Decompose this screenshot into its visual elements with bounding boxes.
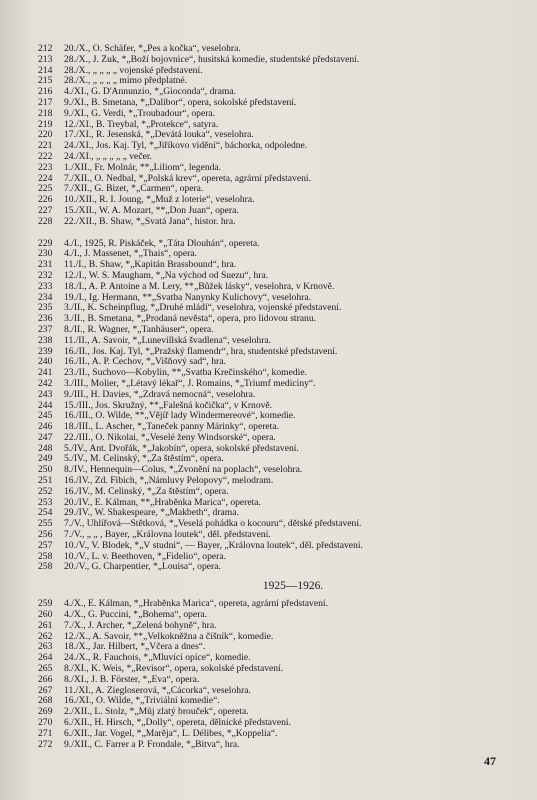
- entry-row: [38, 87, 508, 98]
- entry-row: [38, 293, 508, 304]
- entry-text: 18./III., L. Ascher, *„Taneček panny Márinky“, opereta.: [64, 422, 279, 433]
- entry-row: [38, 552, 508, 563]
- entry-number: 223: [38, 161, 53, 173]
- entry-row: [38, 686, 508, 697]
- entry-row: [38, 541, 508, 552]
- entries-1925: [38, 239, 508, 574]
- entry-number: 228: [38, 215, 53, 227]
- entry-text: 16./III., O. Wilde, **„Vějíř lady Windermereové“, komedie.: [64, 411, 296, 422]
- entry-number: 231: [38, 259, 53, 271]
- entry-text: 12./I., W. S. Maugham, *„Na východ od Suezu“, hra.: [64, 270, 269, 281]
- entry-text: 28./X., „ „ „ „ mimo předplatné.: [64, 76, 188, 87]
- entry-row: [38, 411, 508, 422]
- entry-row: [38, 487, 508, 498]
- entry-text: 9./XI., G. Verdi, *„Troubadour“, opera.: [64, 108, 216, 119]
- entry-text: 28./X., J. Žuk, *„Boží bojovnice“, husitská komedie, studentské představení.: [64, 54, 360, 65]
- entry-number: 252: [38, 485, 53, 497]
- entry-number: 265: [38, 663, 53, 675]
- entry-text: 16./XI., O. Wilde, *„Triviální komedie“.: [64, 696, 220, 707]
- entry-text: 20./IV., E. Kálman, **„Hraběnka Marica“, opereta.: [64, 497, 261, 508]
- entry-number: 239: [38, 345, 53, 357]
- entry-number: 271: [38, 727, 53, 739]
- entry-text: 9./III., H. Davies, *„Zdravá nemocná“, veselohra.: [64, 389, 256, 400]
- entry-number: 212: [38, 43, 53, 54]
- entry-number: 214: [38, 64, 53, 76]
- entry-row: [38, 707, 508, 718]
- entry-row: [38, 519, 508, 530]
- entry-number: 261: [38, 619, 53, 631]
- entry-number: 269: [38, 706, 53, 718]
- entry-number: 227: [38, 204, 53, 216]
- entry-row: [38, 740, 508, 751]
- entry-number: 249: [38, 453, 53, 465]
- entry-row: [38, 368, 508, 379]
- entry-number: 263: [38, 641, 53, 653]
- entry-row: [38, 44, 508, 55]
- entry-text: 5./IV., M. Čelinský, *„Za štěstím“, opera.: [64, 454, 224, 465]
- entry-number: 258: [38, 550, 53, 562]
- entry-number: 270: [38, 717, 53, 729]
- entry-row: [38, 195, 508, 206]
- entry-row: [38, 55, 508, 66]
- entry-number: 224: [38, 172, 53, 184]
- page-number: 47: [484, 754, 496, 768]
- entry-text: 22./III., O. Nikolai, *„Veselé ženy Windsorské“, opera.: [64, 432, 276, 443]
- entry-row: [38, 282, 508, 293]
- entry-text: 8./XI., J. B. Förster, *„Eva“, opera.: [64, 674, 200, 685]
- entry-number: 245: [38, 410, 53, 422]
- entry-number: 254: [38, 507, 53, 519]
- entry-row: [38, 174, 508, 185]
- entry-row: [38, 184, 508, 195]
- entry-text: 7./XII., O. Nedbal, *„Polská krev“, opereta, agrární představení.: [64, 173, 311, 184]
- entry-number: 230: [38, 248, 53, 260]
- entry-row: [38, 401, 508, 412]
- entry-text: 28./X., „ „ „ „ vojenské představení.: [64, 65, 203, 76]
- entry-text: 7./V., Uhlířová—Štětková, *„Veselá pohádka o kocouru“, dětské představení.: [64, 519, 362, 530]
- entry-row: [38, 152, 508, 163]
- entry-text: 4./I., 1925, R. Piskáček, *„Táta Dlouhán“, opereta.: [64, 238, 260, 249]
- entry-text: 22./XII., B. Shaw, *„Svatá Jana“, histor. hra.: [64, 216, 236, 227]
- entry-row: [38, 621, 508, 632]
- entry-text: 16./II., Jos. Kaj. Tyl, *„Pražský flamendr“, hra, studentské představení.: [64, 346, 338, 357]
- entry-number: 244: [38, 399, 53, 411]
- gap: [38, 228, 508, 239]
- entry-row: [38, 632, 508, 643]
- entry-row: [38, 696, 508, 707]
- entry-text: 5./IV., Ant. Dvořák, *„Jakobín“, opera, sokolské představení.: [64, 443, 299, 454]
- entry-row: [38, 498, 508, 509]
- entry-row: [38, 718, 508, 729]
- entry-list: [38, 44, 508, 750]
- entry-row: [38, 249, 508, 260]
- entry-number: 240: [38, 356, 53, 368]
- entry-number: 267: [38, 684, 53, 696]
- entry-number: 219: [38, 118, 53, 130]
- entry-row: [38, 141, 508, 152]
- entry-text: 16./II., A. P. Čechov, *„Višňový sad“, hra.: [64, 357, 226, 368]
- entry-row: [38, 465, 508, 476]
- entry-text: 3./II., B. Smetana, *„Prodaná nevěsta“, opera, pro lidovou stranu.: [64, 314, 317, 325]
- entry-number: 229: [38, 237, 53, 249]
- entry-text: 17./XI., R. Jesenská, *„Devátá louka“, veselohra.: [64, 130, 254, 141]
- entry-number: 213: [38, 53, 53, 65]
- entry-text: 29./IV., W. Shakespeare, *„Makbeth“, drama.: [64, 508, 239, 519]
- entry-text: 3./II., K. Scheinpflug, *„Druhé mládí“, veselohra, vojenské představení.: [64, 303, 342, 314]
- entry-number: 251: [38, 475, 53, 487]
- entry-text: 4./X., E. Kálman, *„Hraběnka Marica“, opereta, agrární představení.: [64, 599, 328, 610]
- entry-number: 268: [38, 695, 53, 707]
- entry-row: [38, 729, 508, 740]
- entry-number: 241: [38, 367, 53, 379]
- entry-row: [38, 130, 508, 141]
- entry-number: 243: [38, 388, 53, 400]
- entry-text: 2./XII., L. Stolz, *„Můj zlatý brouček“, opereta.: [64, 707, 249, 718]
- entry-row: [38, 109, 508, 120]
- entry-row: [38, 76, 508, 87]
- entry-number: 246: [38, 421, 53, 433]
- entry-row: [38, 120, 508, 131]
- entry-row: [38, 476, 508, 487]
- entry-number: 266: [38, 673, 53, 685]
- entry-number: 242: [38, 377, 53, 389]
- entry-number: 257: [38, 539, 53, 551]
- entry-row: [38, 562, 508, 573]
- entry-row: [38, 271, 508, 282]
- entry-row: [38, 347, 508, 358]
- entry-row: [38, 422, 508, 433]
- entry-row: [38, 303, 508, 314]
- entry-row: [38, 66, 508, 77]
- year-heading: 1925—1926.: [262, 580, 324, 593]
- entry-text: 24./X., R. Fauchois, *„Mluvící opice“, komedie.: [64, 653, 251, 664]
- entry-row: [38, 610, 508, 621]
- entry-number: 262: [38, 630, 53, 642]
- entry-number: 255: [38, 518, 53, 530]
- entry-text: 4./X., G. Puccini, *„Bohema“, opera.: [64, 610, 208, 621]
- entry-text: 19./I., Ig. Hermann, **„Svatba Nanynky Kulichovy“, veselohra.: [64, 292, 311, 303]
- entry-number: 259: [38, 598, 53, 610]
- entry-text: 11./XI., A. Ziegloserová, *„Čácorka“, veselohra.: [64, 685, 251, 696]
- entry-row: [38, 325, 508, 336]
- entry-text: 7./X., J. Archer, *„Zelená bohyně“, hra.: [64, 620, 217, 631]
- entry-text: 18./X., Jar. Hilbert, *„Včera a dnes“.: [64, 642, 206, 653]
- entries-1924: [38, 44, 508, 228]
- entry-number: 217: [38, 96, 53, 108]
- entry-text: 6./XII., Jar. Vogel, *„Marěja“, L. Délibes, *„Koppelia“.: [64, 728, 278, 739]
- entry-text: 8./IV., Hennequin—Colus, *„Zvonění na poplach“, veselohra.: [64, 465, 303, 476]
- entry-text: 16./IV., Zd. Fibich, *„Námluvy Pelopovy“, melodram.: [64, 476, 274, 487]
- entry-row: [38, 98, 508, 109]
- entry-text: 12./X., A. Savoir, **„Velkokněžna a číšník“, komedie.: [64, 631, 274, 642]
- entry-text: 16./IV., M. Čelinský, *„Za štěstím“, opera.: [64, 486, 229, 497]
- entry-text: 8./II., R. Wagner, *„Tanhäuser“, opera.: [64, 324, 214, 335]
- entry-text: 8./XI., K. Weis, *„Revisor“, opera, sokolské představení.: [64, 664, 284, 675]
- entry-number: 260: [38, 609, 53, 621]
- entry-number: 253: [38, 496, 53, 508]
- entry-row: [38, 390, 508, 401]
- entry-number: 220: [38, 129, 53, 141]
- entry-number: 233: [38, 280, 53, 292]
- entry-row: [38, 599, 508, 610]
- entry-text: 1./XII., Fr. Molnár, **„Liliom“, legenda.: [64, 162, 222, 173]
- entry-row: [38, 664, 508, 675]
- entry-number: 264: [38, 652, 53, 664]
- entry-number: 226: [38, 194, 53, 206]
- entry-text: 11./I., B. Shaw, *„Kapitán Brassbound“, hra.: [64, 260, 237, 271]
- entry-row: [38, 653, 508, 664]
- entry-number: 250: [38, 464, 53, 476]
- entry-row: [38, 508, 508, 519]
- entry-text: 4./I., J. Massenet, *„Thais“, opera.: [64, 249, 197, 260]
- entry-text: 24./XI., Jos. Kaj. Tyl, *„Jiříkovo vidění“, báchorka, odpoledne.: [64, 141, 308, 152]
- entry-text: 15./III., Jos. Skružný, **„Falešná kočička“, v Krnově.: [64, 400, 273, 411]
- entry-text: 18./I., A. P. Antoine a M. Lery, **„Bůžek lásky“, veselohra, v Krnově.: [64, 281, 335, 292]
- entry-text: 6./XII., H. Hirsch, *„Dolly“, opereta, dělnické představení.: [64, 718, 291, 729]
- entry-number: 237: [38, 323, 53, 335]
- entry-number: 234: [38, 291, 53, 303]
- entry-text: 7./XII., G. Bizet, *„Carmen“, opera.: [64, 184, 204, 195]
- entry-number: 248: [38, 442, 53, 454]
- entry-text: 9./XII., C. Farrer a P. Frondale, *„Bitva“, hra.: [64, 739, 240, 750]
- entry-number: 232: [38, 269, 53, 281]
- entry-text: 24./XI., „ „ „ „ „ večer.: [64, 151, 152, 162]
- entry-text: 11./II., A. Savoir, *„Lunevillská švadlena“, veselohra.: [64, 335, 272, 346]
- entry-text: 10./XII., R. I. Joung, *„Muž z loterie“, veselohra.: [64, 195, 255, 206]
- entry-row: [38, 239, 508, 250]
- entry-text: 20./V., G. Charpentier, *„Louisa“, opera.: [64, 562, 221, 573]
- entry-text: 4./XI., G. D'Annunzio, *„Gioconda“, drama.: [64, 87, 236, 98]
- entry-number: 238: [38, 334, 53, 346]
- entry-number: 258: [38, 561, 53, 573]
- entries-1925-1926: [38, 599, 508, 750]
- entry-row: [38, 642, 508, 653]
- entry-text: 15./XII., W. A. Mozart, **„Don Juan“, opera.: [64, 205, 239, 216]
- entry-row: [38, 357, 508, 368]
- entry-text: 12./XI., B. Treybal, *„Protekce“, satyra.: [64, 119, 219, 130]
- entry-number: 216: [38, 86, 53, 98]
- entry-text: 9./XI., B. Smetana, *„Dalibor“, opera, sokolské představení.: [64, 97, 297, 108]
- entry-row: [38, 454, 508, 465]
- entry-row: [38, 433, 508, 444]
- entry-row: [38, 675, 508, 686]
- entry-text: 7./V., „ „ , Bayer, „Královna loutek“, děl. představení.: [64, 530, 271, 541]
- entry-row: [38, 260, 508, 271]
- entry-number: 218: [38, 107, 53, 119]
- entry-text: 10./V., L. v. Beethoven, *„Fidelio“, opera.: [64, 551, 226, 562]
- entry-row: [38, 379, 508, 390]
- entry-row: [38, 206, 508, 217]
- entry-row: [38, 530, 508, 541]
- entry-number: 247: [38, 431, 53, 443]
- entry-row: [38, 163, 508, 174]
- entry-row: [38, 217, 508, 228]
- entry-number: 256: [38, 529, 53, 541]
- entry-number: 272: [38, 738, 53, 750]
- entry-number: 221: [38, 140, 53, 152]
- entry-number: 222: [38, 150, 53, 162]
- entry-row: [38, 444, 508, 455]
- entry-number: 235: [38, 302, 53, 314]
- entry-row: [38, 336, 508, 347]
- entry-number: 225: [38, 183, 53, 195]
- entry-text: 20./X., O. Schäfer, *„Pes a kočka“, veselohra.: [64, 44, 241, 54]
- entry-text: 10./V., V. Blodek, *„V studni“, — Bayer, „Královna loutek“, děl. představení.: [64, 540, 363, 551]
- entry-number: 236: [38, 313, 53, 325]
- entry-number: 215: [38, 75, 53, 87]
- entry-text: 3./III., Molier, *„Létavý lékař“, J. Romains, *„Triumf mediciny“.: [64, 378, 316, 389]
- entry-row: [38, 314, 508, 325]
- entry-text: 23./II., Suchovo—Kobylin, **„Svatba Krečinského“, komedie.: [64, 368, 307, 379]
